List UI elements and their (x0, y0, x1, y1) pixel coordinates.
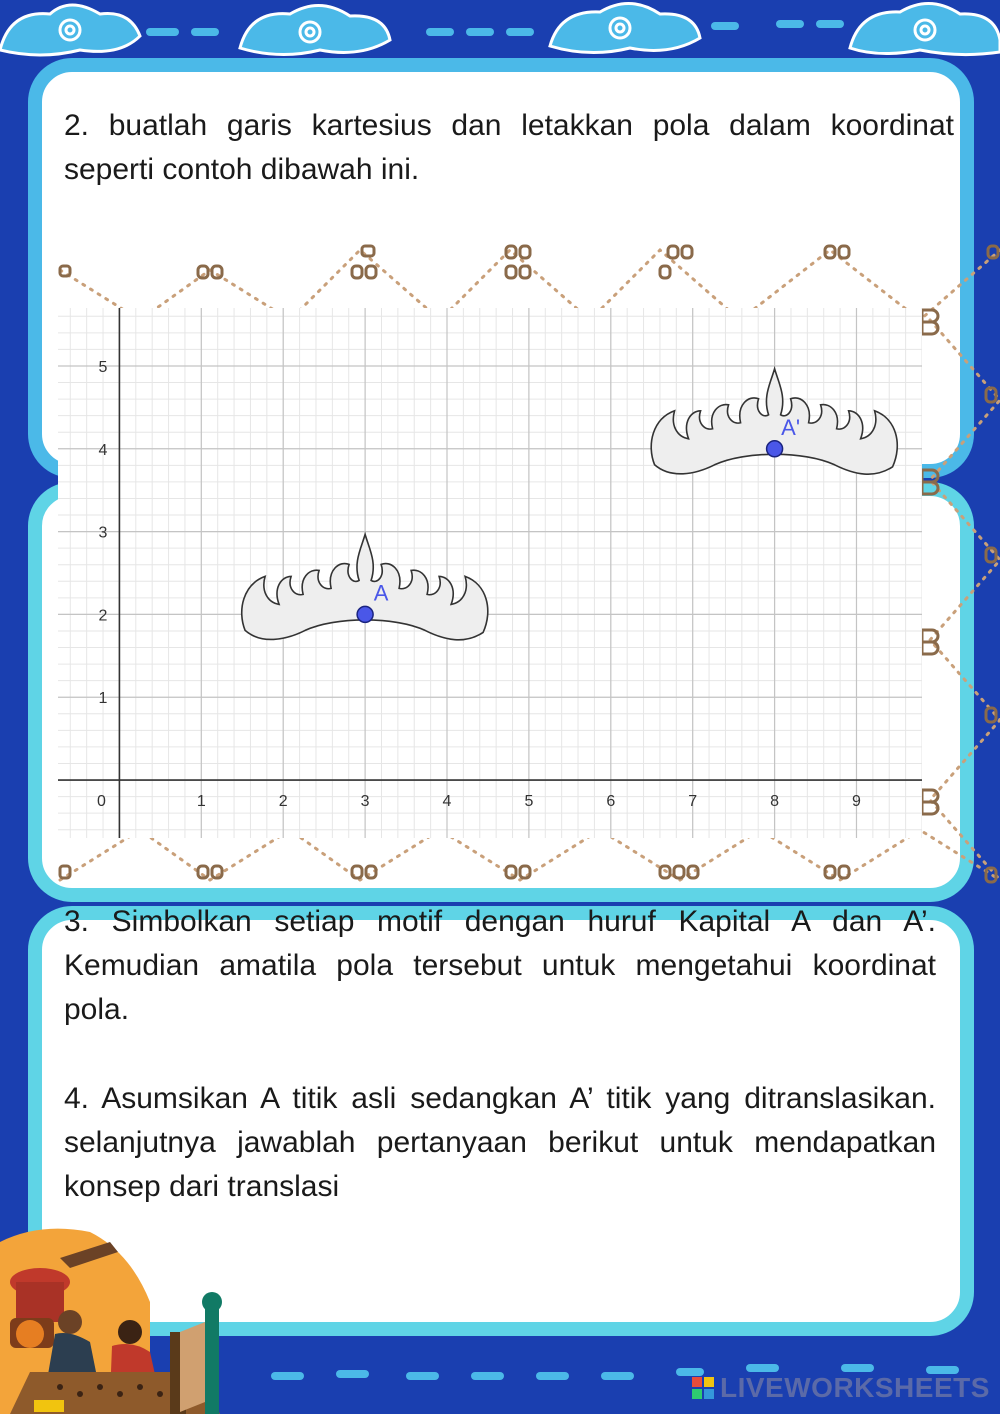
x-tick-label: 9 (852, 793, 861, 811)
y-tick-label: 5 (98, 358, 108, 376)
y-tick-label: 2 (98, 607, 108, 625)
y-tick-label: 4 (98, 441, 108, 459)
question-2-text: 2. buatlah garis kartesius dan letakkan pola dalam koordinat seperti contoh dibawah ini. (64, 109, 954, 186)
liveworksheets-logo-icon (692, 1377, 714, 1399)
axes (58, 308, 922, 838)
point-label: A' (781, 414, 801, 440)
x-tick-label: 3 (360, 793, 370, 811)
point-marker (767, 441, 783, 457)
x-tick-label: 1 (196, 793, 206, 811)
question-4-text: 4. Asumsikan A titik asli sedangkan A’ titik yang ditranslasikan. selanjutnya jawablah pertanyaan berikut untuk mendapatkan konsep dari translasi (64, 1082, 936, 1203)
x-tick-label: 5 (524, 793, 534, 811)
y-tick-label: 3 (98, 524, 108, 542)
point-label: A (373, 580, 389, 606)
x-tick-label: 7 (688, 793, 698, 811)
point-marker (357, 606, 373, 622)
grid-minor (58, 308, 922, 838)
question-3-text: 3. Simbolkan setiap motif dengan huruf Kapital A dan A’. Kemudian amatila pola tersebut untuk mengetahui koordinat pola. (64, 905, 936, 1026)
grid-major (58, 308, 922, 838)
batik-makers-illustration (0, 1222, 260, 1414)
x-tick-label: 6 (606, 793, 616, 811)
motifs (242, 369, 898, 640)
x-tick-label: 2 (278, 793, 288, 811)
watermark-text: LIVEWORKSHEETS (720, 1372, 990, 1403)
x-tick-label: 4 (442, 793, 452, 811)
liveworksheets-watermark (692, 1372, 990, 1404)
x-tick-label: 8 (770, 793, 780, 811)
y-tick-label: 1 (98, 690, 108, 708)
cartesian-graph (58, 308, 922, 838)
x-tick-label: 0 (96, 793, 106, 811)
